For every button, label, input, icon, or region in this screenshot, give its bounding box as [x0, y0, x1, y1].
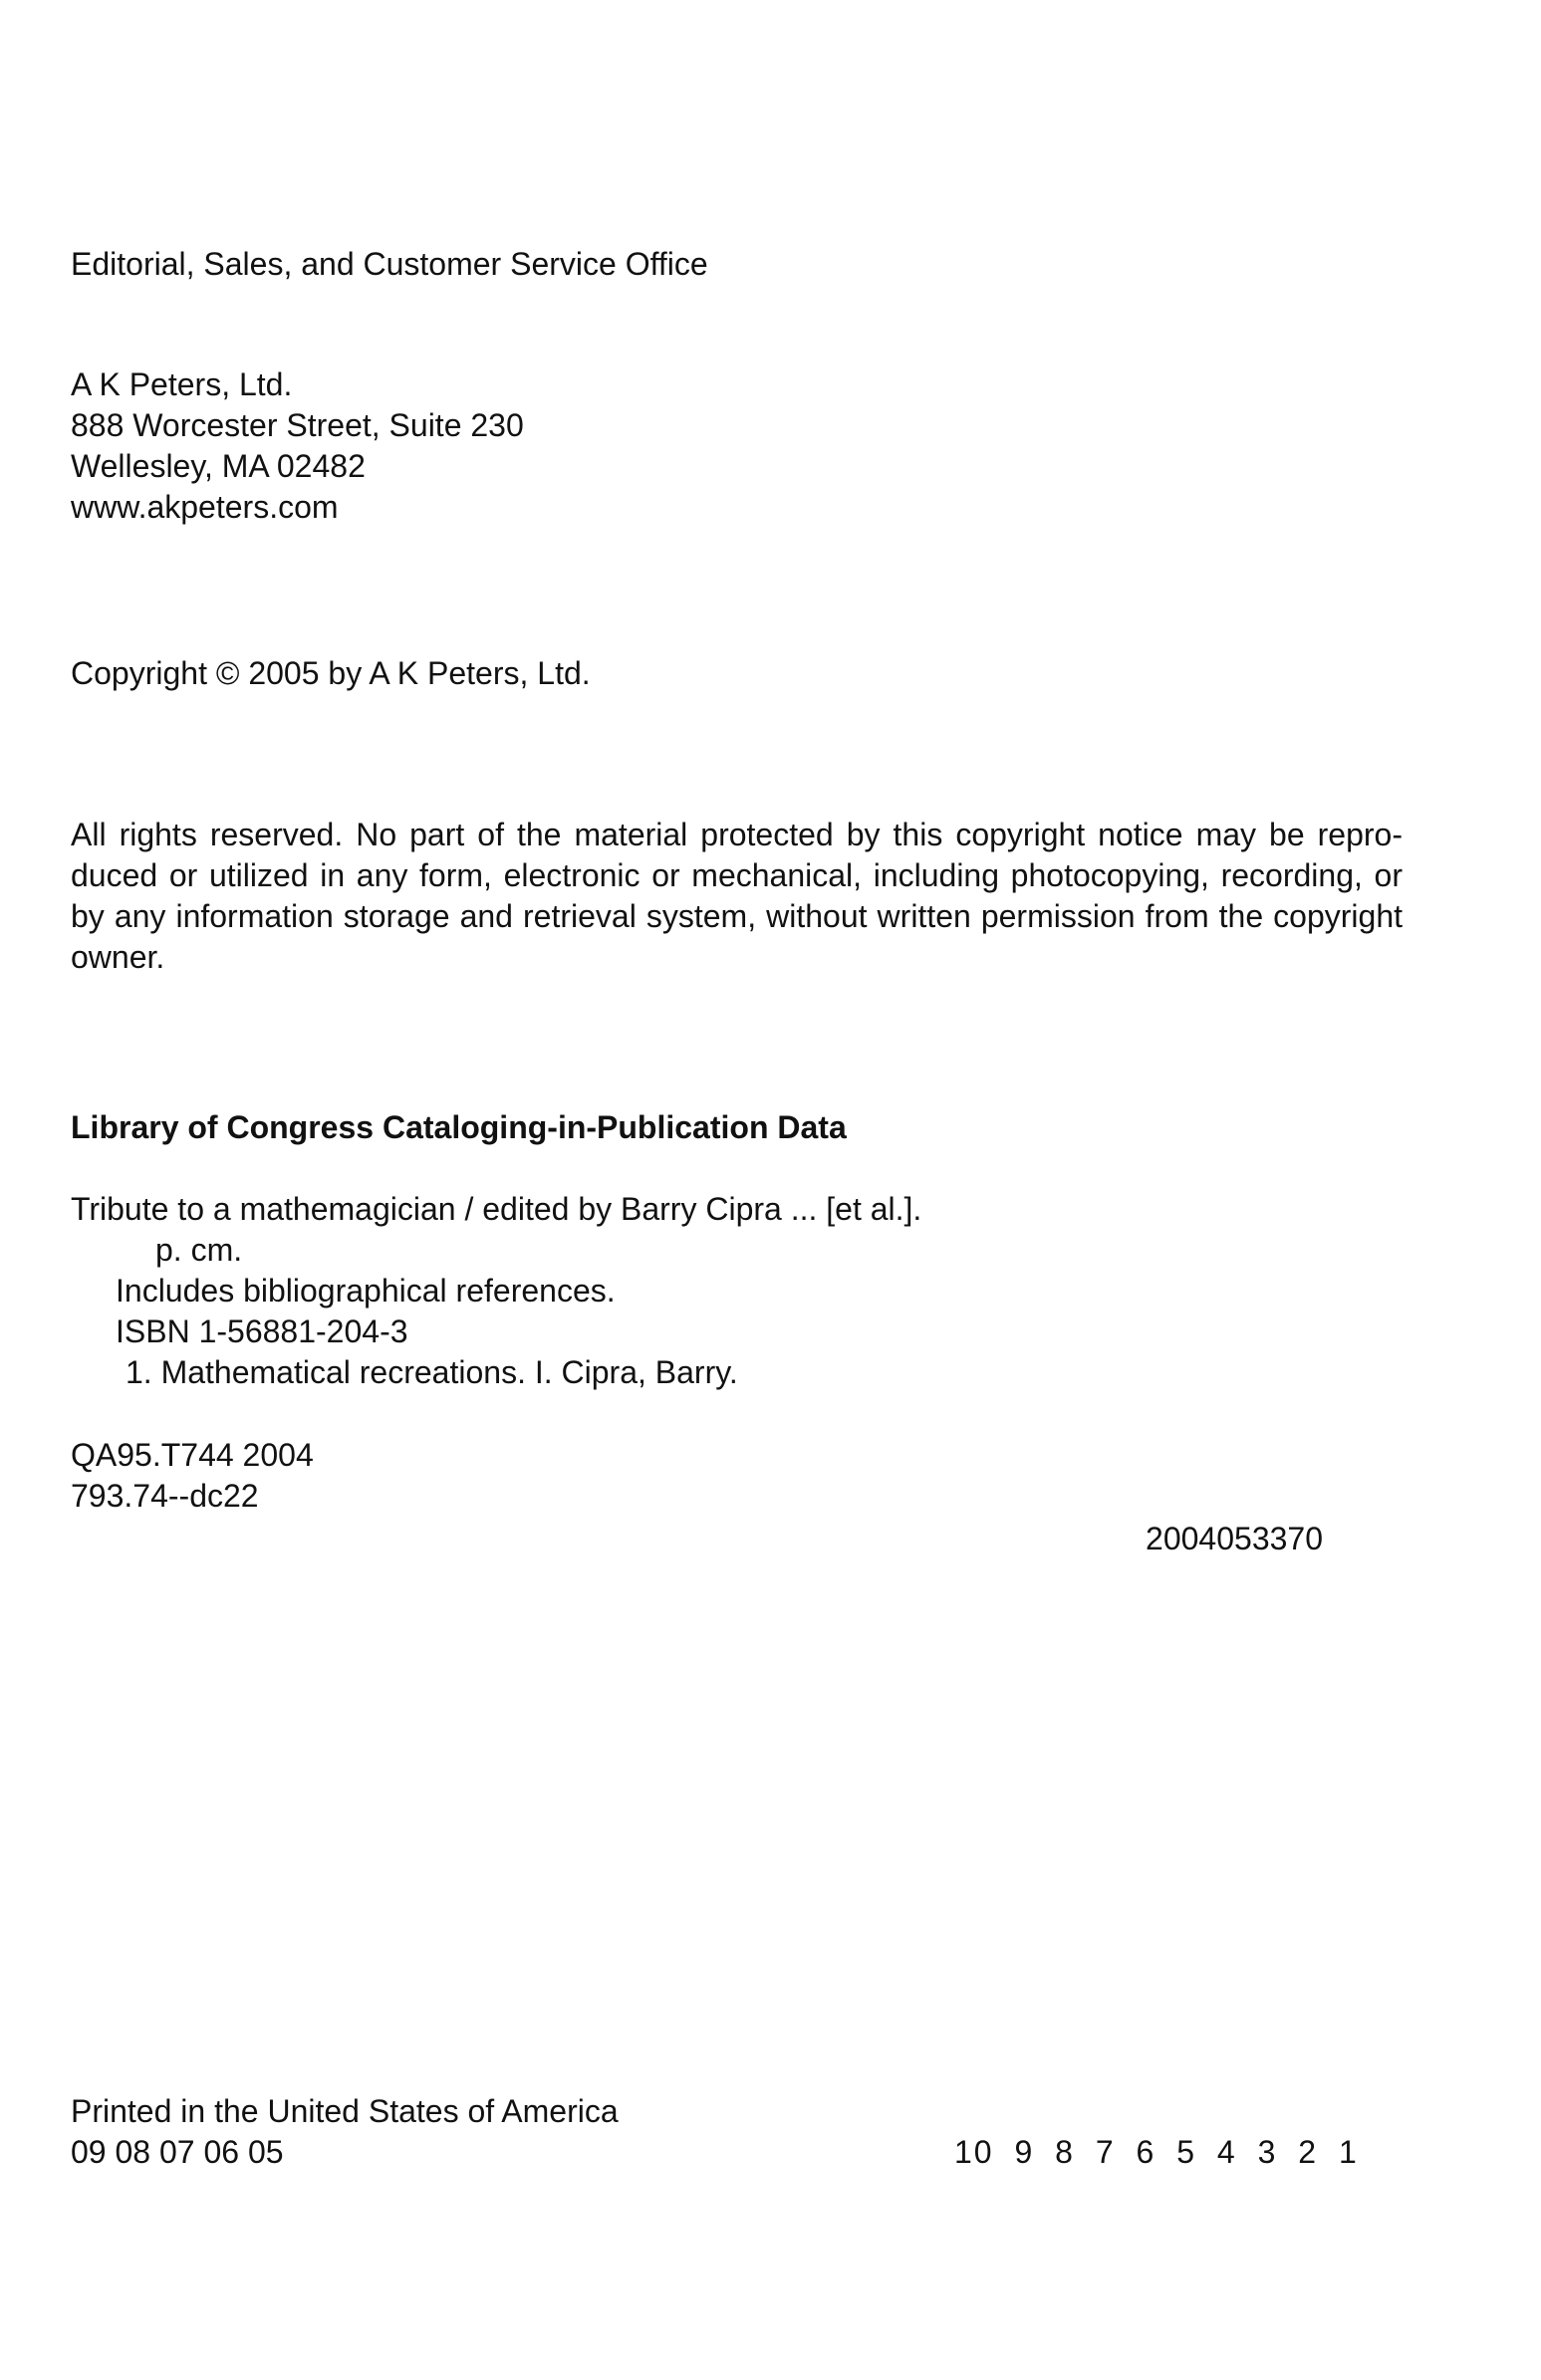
- printed-country: Printed in the United States of America: [71, 2093, 619, 2129]
- printing-sequence: 10 9 8 7 6 5 4 3 2 1: [954, 2134, 1359, 2170]
- cip-pages: p. cm.: [155, 1232, 243, 1268]
- cip-bibliography: Includes bibliographical references.: [116, 1273, 616, 1309]
- cip-control-number: 2004053370: [1146, 1521, 1323, 1556]
- cip-heading: Library of Congress Cataloging-in-Publication Data: [71, 1109, 847, 1145]
- publisher-name: A K Peters, Ltd.: [71, 366, 293, 402]
- printing-years: 09 08 07 06 05: [71, 2134, 284, 2170]
- copyright-line: Copyright © 2005 by A K Peters, Ltd.: [71, 655, 591, 691]
- cip-title-line: Tribute to a mathemagician / edited by Barry Cipra ... [et al.].: [71, 1191, 922, 1227]
- rights-notice: All rights reserved. No part of the material protected by this copyright notice may be repro-duced or utilized in any form, electronic or mechanical, including photocopying, recording, or by any information storage and retrieval system, without written permission from the copyright owner.: [71, 817, 1403, 975]
- publisher-website: www.akpeters.com: [71, 489, 339, 525]
- cip-lc-class: QA95.T744 2004: [71, 1437, 314, 1473]
- office-heading: Editorial, Sales, and Customer Service Office: [71, 246, 708, 282]
- cip-dewey: 793.74--dc22: [71, 1478, 259, 1514]
- publisher-city: Wellesley, MA 02482: [71, 448, 366, 484]
- publisher-street: 888 Worcester Street, Suite 230: [71, 407, 524, 443]
- cip-isbn: ISBN 1-56881-204-3: [116, 1313, 408, 1349]
- cip-subjects: 1. Mathematical recreations. I. Cipra, Barry.: [126, 1354, 738, 1390]
